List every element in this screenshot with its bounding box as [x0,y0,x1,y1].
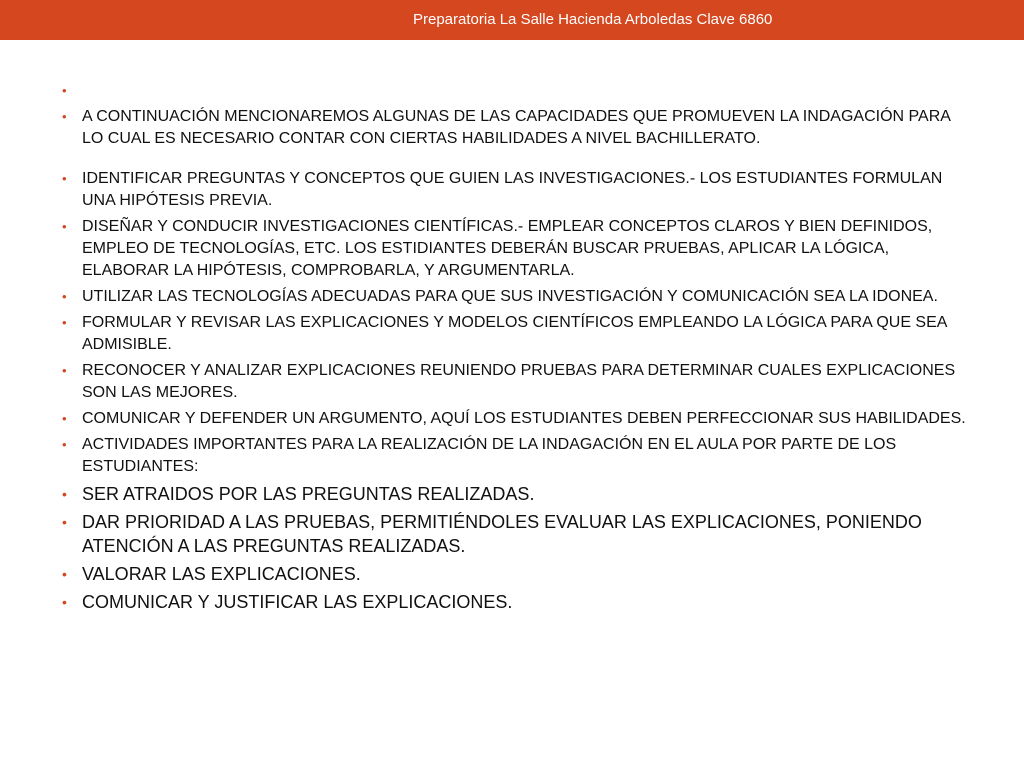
list-item [62,590,972,614]
list-item [62,286,972,308]
list-item [62,360,972,404]
bullet-list [62,80,972,614]
bullet-icon: • [62,315,67,330]
bullet-icon: • [62,411,67,426]
list-item-text: COMUNICAR Y JUSTIFICAR LAS EXPLICACIONES. [82,592,513,612]
list-item [62,168,972,212]
list-item [62,216,972,282]
list-item-text: A CONTINUACIÓN MENCIONAREMOS ALGUNAS DE LAS CAPACIDADES QUE PROMUEVEN LA INDAGACIÓN PARA LO CUAL ES NECESARIO CONTAR CON CIERTAS HABILIDADES A NIVEL BACHILLERATO. [82,108,951,147]
bullet-icon: • [62,83,67,98]
list-item-text: ACTIVIDADES IMPORTANTES PARA LA REALIZACIÓN DE LA INDAGACIÓN EN EL AULA POR PARTE DE LOS ESTUDIANTES: [82,436,897,475]
list-item-text: DAR PRIORIDAD A LAS PRUEBAS, PERMITIÉNDOLES EVALUAR LAS EXPLICACIONES, PONIENDO ATENCIÓN A LAS PREGUNTAS REALIZADAS. [82,512,922,556]
list-item [62,562,972,586]
bullet-icon: • [62,437,67,452]
list-item [62,312,972,356]
bullet-icon: • [62,566,67,582]
list-item [62,408,972,430]
bullet-icon: • [62,289,67,304]
header-bar [0,0,1024,40]
list-item-text: COMUNICAR Y DEFENDER UN ARGUMENTO, AQUÍ LOS ESTUDIANTES DEBEN PERFECCIONAR SUS HABILIDADES. [82,410,966,427]
list-item-text: IDENTIFICAR PREGUNTAS Y CONCEPTOS QUE GUIEN LAS INVESTIGACIONES.- LOS ESTUDIANTES FORMULAN UNA HIPÓTESIS PREVIA. [82,170,943,209]
bullet-icon: • [62,363,67,378]
bullet-icon: • [62,594,67,610]
list-item [62,510,972,558]
list-item-text: FORMULAR Y REVISAR LAS EXPLICACIONES Y MODELOS CIENTÍFICOS EMPLEANDO LA LÓGICA PARA QUE SEA ADMISIBLE. [82,314,947,353]
bullet-icon: • [62,219,67,234]
list-item [62,434,972,478]
list-item-text: VALORAR LAS EXPLICACIONES. [82,564,361,584]
list-item [62,106,972,150]
bullet-icon: • [62,171,67,186]
list-item-text: SER ATRAIDOS POR LAS PREGUNTAS REALIZADAS. [82,484,535,504]
bullet-icon: • [62,514,67,530]
list-item-text: UTILIZAR LAS TECNOLOGÍAS ADECUADAS PARA QUE SUS INVESTIGACIÓN Y COMUNICACIÓN SEA LA IDONEA. [82,288,938,305]
bullet-icon: • [62,109,67,124]
header-title: Preparatoria La Salle Hacienda Arboledas Clave 6860 [413,11,773,28]
list-item [62,482,972,506]
list-item-empty [62,80,972,102]
bullet-icon: • [62,486,67,502]
list-item-text: RECONOCER Y ANALIZAR EXPLICACIONES REUNIENDO PRUEBAS PARA DETERMINAR CUALES EXPLICACIONES SON LAS MEJORES. [82,362,956,401]
list-item-text: DISEÑAR Y CONDUCIR INVESTIGACIONES CIENTÍFICAS.- EMPLEAR CONCEPTOS CLAROS Y BIEN DEFINIDOS, EMPLEO DE TECNOLOGÍAS, ETC. LOS ESTIDIANTES DEBERÁN BUSCAR PRUEBAS, APLICAR LA LÓGICA, ELABORAR LA HIPÓTESIS, COMPROBARLA, Y ARGUMENTARLA. [82,218,933,279]
